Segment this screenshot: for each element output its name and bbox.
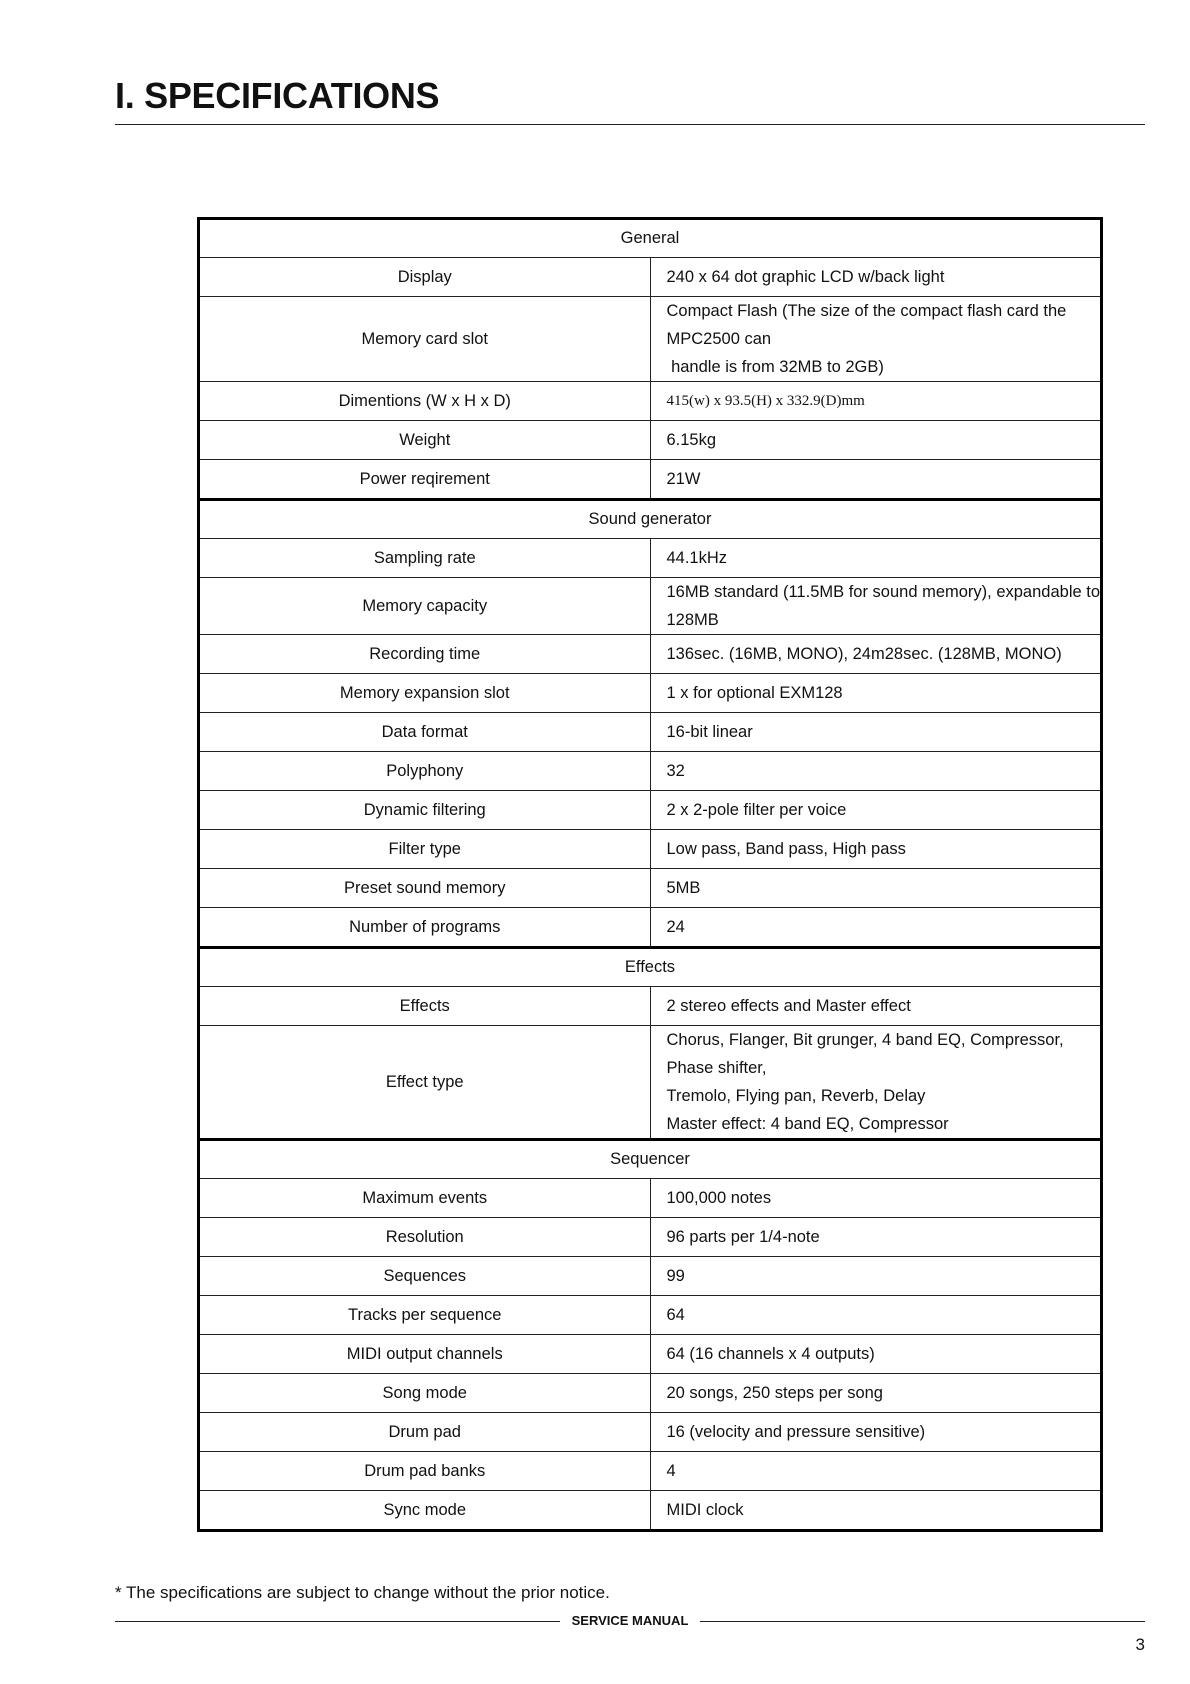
table-row bbox=[199, 987, 1102, 1026]
spec-label: Resolution bbox=[199, 1218, 651, 1257]
section-title: Effects bbox=[199, 948, 1102, 987]
spec-value-line: Chorus, Flanger, Bit grunger, 4 band EQ, Compressor, Phase shifter, bbox=[666, 1031, 1064, 1077]
section-title: Sequencer bbox=[199, 1140, 1102, 1179]
page-number: 3 bbox=[1135, 1635, 1145, 1654]
spec-label: Memory card slot bbox=[199, 297, 651, 382]
table-row bbox=[199, 908, 1102, 948]
footer-label: SERVICE MANUAL bbox=[571, 1613, 689, 1628]
spec-value: 44.1kHz bbox=[650, 539, 1102, 578]
spec-label: Filter type bbox=[199, 830, 651, 869]
spec-value bbox=[650, 297, 1102, 382]
spec-value-line: Tremolo, Flying pan, Reverb, Delay bbox=[666, 1087, 926, 1105]
spec-label: Effect type bbox=[199, 1026, 651, 1140]
spec-value: 16 (velocity and pressure sensitive) bbox=[650, 1413, 1102, 1452]
spec-value: 136sec. (16MB, MONO), 24m28sec. (128MB, MONO) bbox=[650, 635, 1102, 674]
section-title: Sound generator bbox=[199, 500, 1102, 539]
table-row bbox=[199, 1335, 1102, 1374]
table-row bbox=[199, 791, 1102, 830]
spec-value: 32 bbox=[650, 752, 1102, 791]
table-row bbox=[199, 1296, 1102, 1335]
spec-label: Polyphony bbox=[199, 752, 651, 791]
table-row bbox=[199, 674, 1102, 713]
spec-value: 64 (16 channels x 4 outputs) bbox=[650, 1335, 1102, 1374]
table-row bbox=[199, 421, 1102, 460]
spec-label: Weight bbox=[199, 421, 651, 460]
spec-label: Maximum events bbox=[199, 1179, 651, 1218]
section-title: General bbox=[199, 219, 1102, 258]
spec-value: 20 songs, 250 steps per song bbox=[650, 1374, 1102, 1413]
spec-value: 100,000 notes bbox=[650, 1179, 1102, 1218]
table-row bbox=[199, 1491, 1102, 1531]
table-row bbox=[199, 752, 1102, 791]
title-divider bbox=[115, 124, 1145, 125]
spec-label: Memory capacity bbox=[199, 578, 651, 635]
spec-label: Drum pad banks bbox=[199, 1452, 651, 1491]
table-row bbox=[199, 460, 1102, 500]
spec-value: 415(w) x 93.5(H) x 332.9(D)mm bbox=[650, 382, 1102, 421]
spec-value: 6.15kg bbox=[650, 421, 1102, 460]
footer-divider-right bbox=[700, 1621, 1145, 1622]
spec-value-line: handle is from 32MB to 2GB) bbox=[666, 358, 884, 376]
spec-value: 5MB bbox=[650, 869, 1102, 908]
specifications-table bbox=[197, 217, 1103, 1532]
spec-value: 96 parts per 1/4-note bbox=[650, 1218, 1102, 1257]
table-row bbox=[199, 258, 1102, 297]
spec-label: Number of programs bbox=[199, 908, 651, 948]
spec-label: Data format bbox=[199, 713, 651, 752]
spec-label: Power reqirement bbox=[199, 460, 651, 500]
spec-label: Preset sound memory bbox=[199, 869, 651, 908]
table-row bbox=[199, 1026, 1102, 1140]
spec-value: 99 bbox=[650, 1257, 1102, 1296]
table-row bbox=[199, 830, 1102, 869]
spec-value-line: Compact Flash (The size of the compact flash card the MPC2500 can bbox=[666, 302, 1067, 348]
footnote: * The specifications are subject to change without the prior notice. bbox=[115, 1583, 610, 1602]
spec-value: 64 bbox=[650, 1296, 1102, 1335]
table-row bbox=[199, 1413, 1102, 1452]
table-row bbox=[199, 869, 1102, 908]
table-row bbox=[199, 539, 1102, 578]
section-header-sound-generator bbox=[199, 500, 1102, 539]
section-header-effects bbox=[199, 948, 1102, 987]
spec-value: 2 stereo effects and Master effect bbox=[650, 987, 1102, 1026]
table-row bbox=[199, 382, 1102, 421]
table-row bbox=[199, 713, 1102, 752]
spec-label: Memory expansion slot bbox=[199, 674, 651, 713]
spec-value: 1 x for optional EXM128 bbox=[650, 674, 1102, 713]
spec-value-line: Master effect: 4 band EQ, Compressor bbox=[666, 1115, 949, 1133]
spec-label: Tracks per sequence bbox=[199, 1296, 651, 1335]
spec-label: Dynamic filtering bbox=[199, 791, 651, 830]
spec-value: 4 bbox=[650, 1452, 1102, 1491]
spec-value: Low pass, Band pass, High pass bbox=[650, 830, 1102, 869]
table-row bbox=[199, 1179, 1102, 1218]
spec-label: Sync mode bbox=[199, 1491, 651, 1531]
table-row bbox=[199, 1218, 1102, 1257]
spec-label: Display bbox=[199, 258, 651, 297]
spec-label: Drum pad bbox=[199, 1413, 651, 1452]
spec-label: Effects bbox=[199, 987, 651, 1026]
section-header-general bbox=[199, 219, 1102, 258]
spec-value: 2 x 2-pole filter per voice bbox=[650, 791, 1102, 830]
table-row bbox=[199, 635, 1102, 674]
spec-value: MIDI clock bbox=[650, 1491, 1102, 1531]
spec-value: 16MB standard (11.5MB for sound memory), expandable to 128MB bbox=[650, 578, 1102, 635]
spec-value bbox=[650, 1026, 1102, 1140]
spec-value: 240 x 64 dot graphic LCD w/back light bbox=[650, 258, 1102, 297]
footer-divider-left bbox=[115, 1621, 560, 1622]
page-title: I. SPECIFICATIONS bbox=[115, 75, 440, 116]
spec-label: Recording time bbox=[199, 635, 651, 674]
spec-label: Sampling rate bbox=[199, 539, 651, 578]
section-header-sequencer bbox=[199, 1140, 1102, 1179]
spec-value: 24 bbox=[650, 908, 1102, 948]
spec-value: 16-bit linear bbox=[650, 713, 1102, 752]
spec-label: Dimentions (W x H x D) bbox=[199, 382, 651, 421]
table-row bbox=[199, 1452, 1102, 1491]
spec-label: Song mode bbox=[199, 1374, 651, 1413]
table-row bbox=[199, 1257, 1102, 1296]
spec-value: 21W bbox=[650, 460, 1102, 500]
spec-label: MIDI output channels bbox=[199, 1335, 651, 1374]
table-row bbox=[199, 578, 1102, 635]
table-row bbox=[199, 1374, 1102, 1413]
table-row bbox=[199, 297, 1102, 382]
spec-label: Sequences bbox=[199, 1257, 651, 1296]
